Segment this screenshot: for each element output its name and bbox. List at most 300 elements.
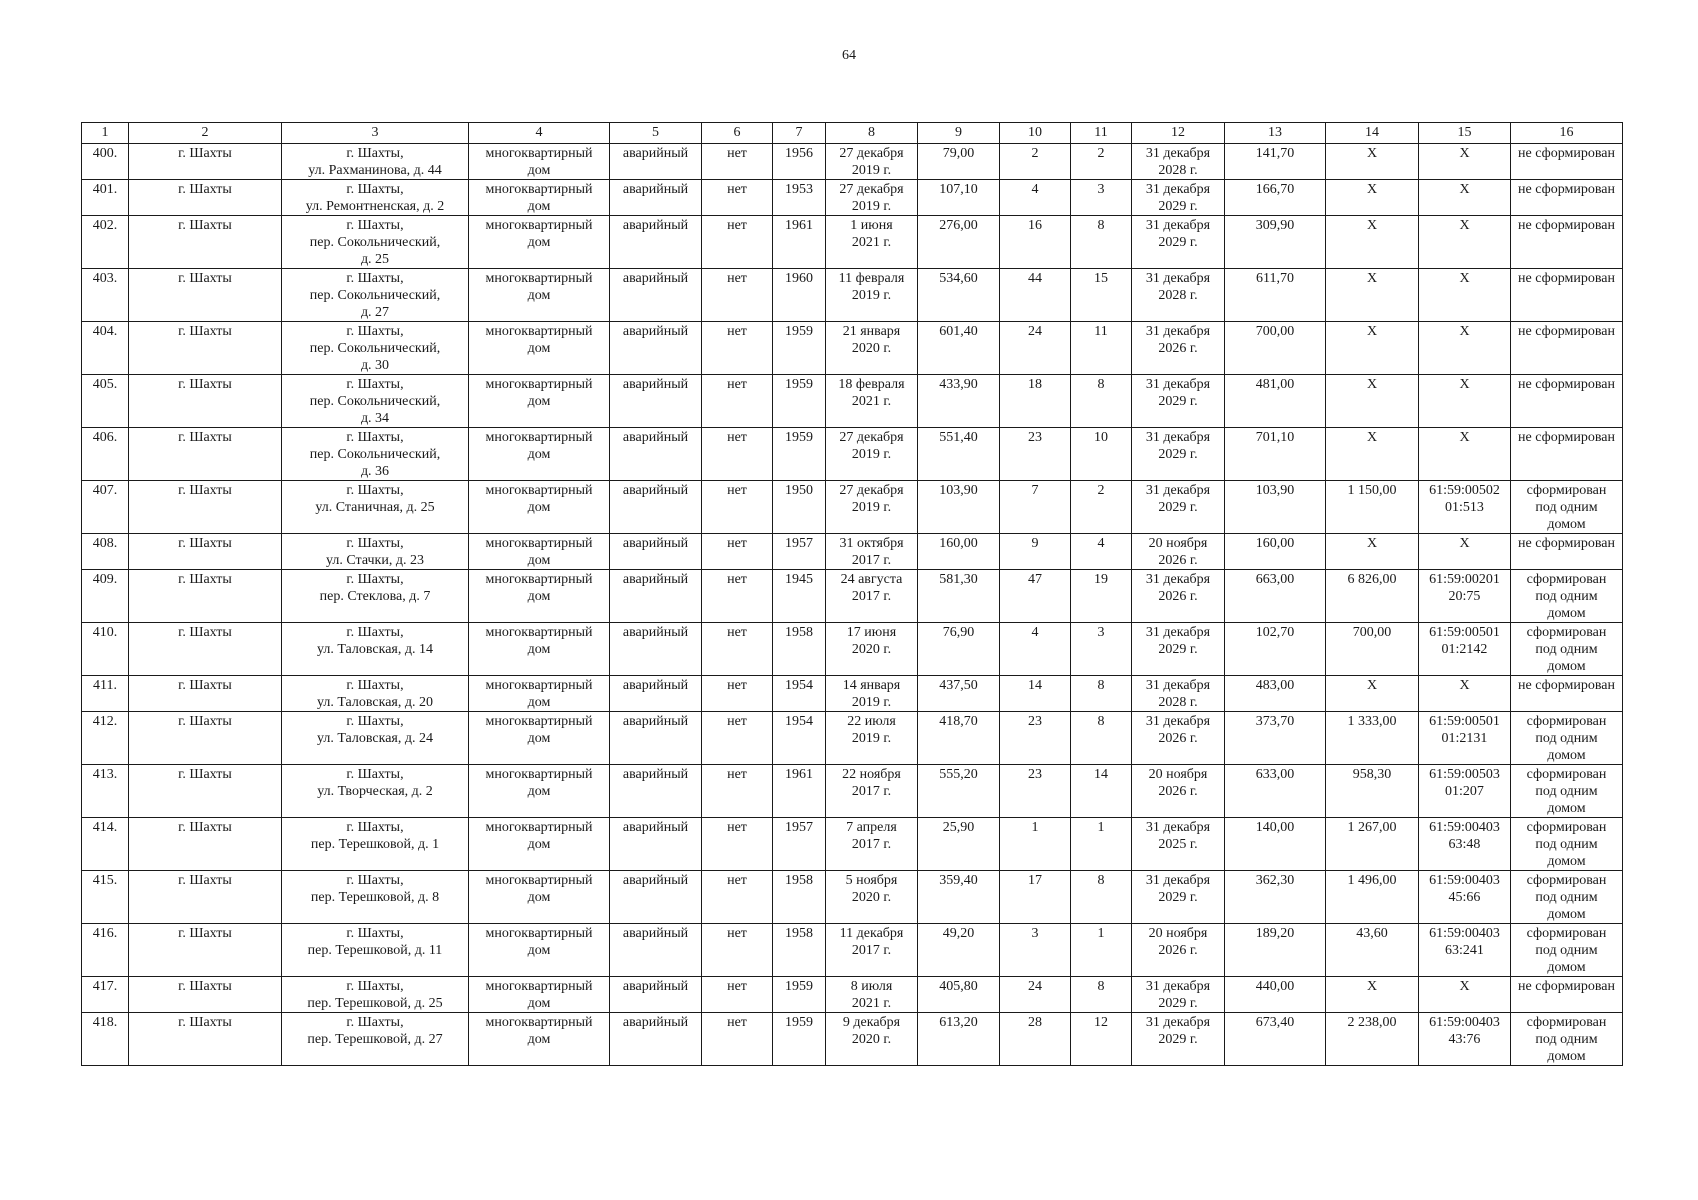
year-cell: 1959: [773, 322, 826, 375]
land-area-cell: X: [1326, 977, 1419, 1013]
total-area-cell: 362,30: [1225, 871, 1326, 924]
address-cell: г. Шахты, ул. Ремонтненская, д. 2: [282, 180, 469, 216]
status-cell: аварийный: [610, 676, 702, 712]
deadline-cell: 31 декабря 2025 г.: [1132, 818, 1225, 871]
page-number: 64: [842, 48, 856, 63]
area-cell: 555,20: [918, 765, 1000, 818]
row-number-cell: 408.: [82, 534, 129, 570]
rooms-cell: 8: [1071, 871, 1132, 924]
table-body: [82, 144, 1623, 1066]
address-cell: г. Шахты, пер. Терешковой, д. 11: [282, 924, 469, 977]
area-cell: 359,40: [918, 871, 1000, 924]
year-cell: 1961: [773, 216, 826, 269]
rooms-cell: 2: [1071, 144, 1132, 180]
land-area-cell: 1 267,00: [1326, 818, 1419, 871]
land-plot-status-cell: сформирован под одним домом: [1511, 818, 1623, 871]
table-row: [82, 712, 1623, 765]
cadastral-number-cell: 61:59:00501 01:2142: [1419, 623, 1511, 676]
area-cell: 103,90: [918, 481, 1000, 534]
address-cell: г. Шахты, ул. Таловская, д. 14: [282, 623, 469, 676]
status-cell: аварийный: [610, 871, 702, 924]
deadline-cell: 31 декабря 2029 г.: [1132, 180, 1225, 216]
cadastral-number-cell: 61:59:00403 45:66: [1419, 871, 1511, 924]
flag-cell: нет: [702, 534, 773, 570]
residents-cell: 23: [1000, 428, 1071, 481]
table-row: [82, 765, 1623, 818]
land-plot-status-cell: не сформирован: [1511, 375, 1623, 428]
residents-cell: 24: [1000, 322, 1071, 375]
deadline-cell: 31 декабря 2028 г.: [1132, 144, 1225, 180]
house-type-cell: многоквартирный дом: [469, 534, 610, 570]
deadline-cell: 20 ноября 2026 г.: [1132, 534, 1225, 570]
deadline-cell: 31 декабря 2026 г.: [1132, 570, 1225, 623]
house-type-cell: многоквартирный дом: [469, 676, 610, 712]
column-number-header: 8: [826, 123, 918, 144]
status-cell: аварийный: [610, 977, 702, 1013]
rooms-cell: 19: [1071, 570, 1132, 623]
house-type-cell: многоквартирный дом: [469, 144, 610, 180]
land-area-cell: X: [1326, 269, 1419, 322]
land-plot-status-cell: не сформирован: [1511, 180, 1623, 216]
residents-cell: 23: [1000, 765, 1071, 818]
column-number-header: 6: [702, 123, 773, 144]
area-cell: 601,40: [918, 322, 1000, 375]
land-plot-status-cell: сформирован под одним домом: [1511, 871, 1623, 924]
residents-cell: 28: [1000, 1013, 1071, 1066]
status-cell: аварийный: [610, 623, 702, 676]
recognition-date-cell: 22 июля 2019 г.: [826, 712, 918, 765]
area-cell: 437,50: [918, 676, 1000, 712]
municipality-cell: г. Шахты: [129, 712, 282, 765]
row-number-cell: 412.: [82, 712, 129, 765]
flag-cell: нет: [702, 269, 773, 322]
address-cell: г. Шахты, ул. Стачки, д. 23: [282, 534, 469, 570]
status-cell: аварийный: [610, 765, 702, 818]
row-number-cell: 415.: [82, 871, 129, 924]
flag-cell: нет: [702, 375, 773, 428]
land-plot-status-cell: сформирован под одним домом: [1511, 570, 1623, 623]
table-row: [82, 144, 1623, 180]
cadastral-number-cell: 61:59:00503 01:207: [1419, 765, 1511, 818]
deadline-cell: 20 ноября 2026 г.: [1132, 765, 1225, 818]
municipality-cell: г. Шахты: [129, 871, 282, 924]
rooms-cell: 3: [1071, 180, 1132, 216]
land-area-cell: X: [1326, 216, 1419, 269]
recognition-date-cell: 27 декабря 2019 г.: [826, 428, 918, 481]
house-type-cell: многоквартирный дом: [469, 180, 610, 216]
residents-cell: 24: [1000, 977, 1071, 1013]
address-cell: г. Шахты, пер. Терешковой, д. 27: [282, 1013, 469, 1066]
area-cell: 160,00: [918, 534, 1000, 570]
total-area-cell: 373,70: [1225, 712, 1326, 765]
cadastral-number-cell: 61:59:00403 63:48: [1419, 818, 1511, 871]
land-plot-status-cell: не сформирован: [1511, 428, 1623, 481]
recognition-date-cell: 7 апреля 2017 г.: [826, 818, 918, 871]
municipality-cell: г. Шахты: [129, 322, 282, 375]
flag-cell: нет: [702, 871, 773, 924]
deadline-cell: 31 декабря 2029 г.: [1132, 977, 1225, 1013]
rooms-cell: 3: [1071, 623, 1132, 676]
rooms-cell: 12: [1071, 1013, 1132, 1066]
rooms-cell: 2: [1071, 481, 1132, 534]
cadastral-number-cell: X: [1419, 375, 1511, 428]
recognition-date-cell: 18 февраля 2021 г.: [826, 375, 918, 428]
status-cell: аварийный: [610, 534, 702, 570]
flag-cell: нет: [702, 623, 773, 676]
row-number-cell: 406.: [82, 428, 129, 481]
land-area-cell: 2 238,00: [1326, 1013, 1419, 1066]
table-row: [82, 623, 1623, 676]
table-row: [82, 322, 1623, 375]
land-plot-status-cell: не сформирован: [1511, 977, 1623, 1013]
column-number-header: 2: [129, 123, 282, 144]
row-number-cell: 407.: [82, 481, 129, 534]
residents-cell: 47: [1000, 570, 1071, 623]
recognition-date-cell: 31 октября 2017 г.: [826, 534, 918, 570]
recognition-date-cell: 22 ноября 2017 г.: [826, 765, 918, 818]
column-number-header: 7: [773, 123, 826, 144]
rooms-cell: 8: [1071, 977, 1132, 1013]
rooms-cell: 1: [1071, 818, 1132, 871]
municipality-cell: г. Шахты: [129, 180, 282, 216]
deadline-cell: 20 ноября 2026 г.: [1132, 924, 1225, 977]
municipality-cell: г. Шахты: [129, 375, 282, 428]
deadline-cell: 31 декабря 2029 г.: [1132, 481, 1225, 534]
deadline-cell: 31 декабря 2029 г.: [1132, 375, 1225, 428]
house-type-cell: многоквартирный дом: [469, 765, 610, 818]
land-plot-status-cell: не сформирован: [1511, 269, 1623, 322]
land-area-cell: X: [1326, 375, 1419, 428]
year-cell: 1958: [773, 871, 826, 924]
land-area-cell: 6 826,00: [1326, 570, 1419, 623]
column-number-header: 16: [1511, 123, 1623, 144]
land-area-cell: X: [1326, 180, 1419, 216]
address-cell: г. Шахты, пер. Терешковой, д. 25: [282, 977, 469, 1013]
table-header: [82, 123, 1623, 144]
municipality-cell: г. Шахты: [129, 924, 282, 977]
flag-cell: нет: [702, 428, 773, 481]
address-cell: г. Шахты, пер. Сокольнический, д. 25: [282, 216, 469, 269]
total-area-cell: 189,20: [1225, 924, 1326, 977]
flag-cell: нет: [702, 144, 773, 180]
cadastral-number-cell: X: [1419, 144, 1511, 180]
year-cell: 1957: [773, 818, 826, 871]
rooms-cell: 10: [1071, 428, 1132, 481]
house-type-cell: многоквартирный дом: [469, 1013, 610, 1066]
house-type-cell: многоквартирный дом: [469, 623, 610, 676]
rooms-cell: 8: [1071, 676, 1132, 712]
year-cell: 1954: [773, 712, 826, 765]
residents-cell: 4: [1000, 180, 1071, 216]
address-cell: г. Шахты, ул. Станичная, д. 25: [282, 481, 469, 534]
address-cell: г. Шахты, ул. Таловская, д. 20: [282, 676, 469, 712]
flag-cell: нет: [702, 676, 773, 712]
area-cell: 534,60: [918, 269, 1000, 322]
status-cell: аварийный: [610, 712, 702, 765]
municipality-cell: г. Шахты: [129, 676, 282, 712]
house-type-cell: многоквартирный дом: [469, 375, 610, 428]
land-area-cell: X: [1326, 428, 1419, 481]
table-row: [82, 570, 1623, 623]
row-number-cell: 411.: [82, 676, 129, 712]
municipality-cell: г. Шахты: [129, 534, 282, 570]
deadline-cell: 31 декабря 2026 г.: [1132, 712, 1225, 765]
cadastral-number-cell: X: [1419, 676, 1511, 712]
recognition-date-cell: 27 декабря 2019 г.: [826, 180, 918, 216]
residents-cell: 7: [1000, 481, 1071, 534]
area-cell: 551,40: [918, 428, 1000, 481]
residents-cell: 23: [1000, 712, 1071, 765]
column-number-header: 15: [1419, 123, 1511, 144]
row-number-cell: 414.: [82, 818, 129, 871]
address-cell: г. Шахты, ул. Таловская, д. 24: [282, 712, 469, 765]
rooms-cell: 8: [1071, 712, 1132, 765]
land-plot-status-cell: не сформирован: [1511, 322, 1623, 375]
deadline-cell: 31 декабря 2028 г.: [1132, 676, 1225, 712]
house-type-cell: многоквартирный дом: [469, 570, 610, 623]
land-plot-status-cell: не сформирован: [1511, 534, 1623, 570]
total-area-cell: 481,00: [1225, 375, 1326, 428]
area-cell: 107,10: [918, 180, 1000, 216]
year-cell: 1959: [773, 428, 826, 481]
status-cell: аварийный: [610, 322, 702, 375]
rooms-cell: 1: [1071, 924, 1132, 977]
recognition-date-cell: 8 июля 2021 г.: [826, 977, 918, 1013]
row-number-cell: 409.: [82, 570, 129, 623]
deadline-cell: 31 декабря 2029 г.: [1132, 216, 1225, 269]
year-cell: 1953: [773, 180, 826, 216]
table-row: [82, 481, 1623, 534]
residents-cell: 44: [1000, 269, 1071, 322]
land-plot-status-cell: сформирован под одним домом: [1511, 481, 1623, 534]
area-cell: 49,20: [918, 924, 1000, 977]
year-cell: 1958: [773, 623, 826, 676]
deadline-cell: 31 декабря 2029 г.: [1132, 1013, 1225, 1066]
column-number-header: 13: [1225, 123, 1326, 144]
cadastral-number-cell: X: [1419, 269, 1511, 322]
municipality-cell: г. Шахты: [129, 765, 282, 818]
total-area-cell: 166,70: [1225, 180, 1326, 216]
flag-cell: нет: [702, 924, 773, 977]
address-cell: г. Шахты, пер. Терешковой, д. 8: [282, 871, 469, 924]
residents-cell: 18: [1000, 375, 1071, 428]
row-number-cell: 416.: [82, 924, 129, 977]
flag-cell: нет: [702, 765, 773, 818]
year-cell: 1959: [773, 1013, 826, 1066]
column-number-header: 1: [82, 123, 129, 144]
row-number-cell: 401.: [82, 180, 129, 216]
municipality-cell: г. Шахты: [129, 481, 282, 534]
recognition-date-cell: 17 июня 2020 г.: [826, 623, 918, 676]
year-cell: 1950: [773, 481, 826, 534]
rooms-cell: 4: [1071, 534, 1132, 570]
municipality-cell: г. Шахты: [129, 144, 282, 180]
status-cell: аварийный: [610, 216, 702, 269]
recognition-date-cell: 27 декабря 2019 г.: [826, 144, 918, 180]
municipality-cell: г. Шахты: [129, 428, 282, 481]
total-area-cell: 673,40: [1225, 1013, 1326, 1066]
year-cell: 1959: [773, 375, 826, 428]
recognition-date-cell: 9 декабря 2020 г.: [826, 1013, 918, 1066]
table-row: [82, 269, 1623, 322]
land-plot-status-cell: сформирован под одним домом: [1511, 765, 1623, 818]
total-area-cell: 440,00: [1225, 977, 1326, 1013]
recognition-date-cell: 27 декабря 2019 г.: [826, 481, 918, 534]
rooms-cell: 8: [1071, 375, 1132, 428]
residents-cell: 14: [1000, 676, 1071, 712]
area-cell: 581,30: [918, 570, 1000, 623]
residents-cell: 9: [1000, 534, 1071, 570]
flag-cell: нет: [702, 570, 773, 623]
recognition-date-cell: 21 января 2020 г.: [826, 322, 918, 375]
cadastral-number-cell: X: [1419, 322, 1511, 375]
house-type-cell: многоквартирный дом: [469, 428, 610, 481]
row-number-cell: 403.: [82, 269, 129, 322]
land-plot-status-cell: сформирован под одним домом: [1511, 1013, 1623, 1066]
deadline-cell: 31 декабря 2029 г.: [1132, 623, 1225, 676]
area-cell: 76,90: [918, 623, 1000, 676]
table-row: [82, 180, 1623, 216]
rooms-cell: 8: [1071, 216, 1132, 269]
year-cell: 1956: [773, 144, 826, 180]
total-area-cell: 103,90: [1225, 481, 1326, 534]
recognition-date-cell: 11 декабря 2017 г.: [826, 924, 918, 977]
column-number-header: 11: [1071, 123, 1132, 144]
recognition-date-cell: 14 января 2019 г.: [826, 676, 918, 712]
address-cell: г. Шахты, пер. Сокольнический, д. 34: [282, 375, 469, 428]
municipality-cell: г. Шахты: [129, 623, 282, 676]
land-area-cell: X: [1326, 322, 1419, 375]
table-row: [82, 375, 1623, 428]
house-type-cell: многоквартирный дом: [469, 871, 610, 924]
residents-cell: 3: [1000, 924, 1071, 977]
status-cell: аварийный: [610, 269, 702, 322]
total-area-cell: 701,10: [1225, 428, 1326, 481]
municipality-cell: г. Шахты: [129, 977, 282, 1013]
flag-cell: нет: [702, 818, 773, 871]
residents-cell: 1: [1000, 818, 1071, 871]
year-cell: 1960: [773, 269, 826, 322]
flag-cell: нет: [702, 712, 773, 765]
year-cell: 1945: [773, 570, 826, 623]
area-cell: 613,20: [918, 1013, 1000, 1066]
row-number-cell: 410.: [82, 623, 129, 676]
column-number-header: 10: [1000, 123, 1071, 144]
cadastral-number-cell: X: [1419, 216, 1511, 269]
deadline-cell: 31 декабря 2029 г.: [1132, 871, 1225, 924]
column-number-header: 5: [610, 123, 702, 144]
table-row: [82, 924, 1623, 977]
column-number-header: 3: [282, 123, 469, 144]
land-area-cell: 43,60: [1326, 924, 1419, 977]
total-area-cell: 160,00: [1225, 534, 1326, 570]
area-cell: 405,80: [918, 977, 1000, 1013]
address-cell: г. Шахты, ул. Рахманинова, д. 44: [282, 144, 469, 180]
house-type-cell: многоквартирный дом: [469, 977, 610, 1013]
year-cell: 1961: [773, 765, 826, 818]
land-area-cell: 1 333,00: [1326, 712, 1419, 765]
table-row: [82, 818, 1623, 871]
column-number-header: 12: [1132, 123, 1225, 144]
land-area-cell: X: [1326, 676, 1419, 712]
address-cell: г. Шахты, ул. Творческая, д. 2: [282, 765, 469, 818]
municipality-cell: г. Шахты: [129, 570, 282, 623]
land-plot-status-cell: сформирован под одним домом: [1511, 924, 1623, 977]
total-area-cell: 309,90: [1225, 216, 1326, 269]
status-cell: аварийный: [610, 375, 702, 428]
land-plot-status-cell: не сформирован: [1511, 676, 1623, 712]
total-area-cell: 483,00: [1225, 676, 1326, 712]
total-area-cell: 611,70: [1225, 269, 1326, 322]
total-area-cell: 141,70: [1225, 144, 1326, 180]
land-area-cell: 1 496,00: [1326, 871, 1419, 924]
land-area-cell: 700,00: [1326, 623, 1419, 676]
column-number-header: 14: [1326, 123, 1419, 144]
total-area-cell: 700,00: [1225, 322, 1326, 375]
recognition-date-cell: 11 февраля 2019 г.: [826, 269, 918, 322]
year-cell: 1957: [773, 534, 826, 570]
cadastral-number-cell: 61:59:00502 01:513: [1419, 481, 1511, 534]
land-area-cell: 958,30: [1326, 765, 1419, 818]
flag-cell: нет: [702, 481, 773, 534]
area-cell: 433,90: [918, 375, 1000, 428]
column-number-header: 9: [918, 123, 1000, 144]
area-cell: 79,00: [918, 144, 1000, 180]
row-number-cell: 400.: [82, 144, 129, 180]
row-number-cell: 405.: [82, 375, 129, 428]
address-cell: г. Шахты, пер. Сокольнический, д. 36: [282, 428, 469, 481]
table-row: [82, 676, 1623, 712]
land-plot-status-cell: сформирован под одним домом: [1511, 623, 1623, 676]
residents-cell: 4: [1000, 623, 1071, 676]
status-cell: аварийный: [610, 481, 702, 534]
year-cell: 1959: [773, 977, 826, 1013]
address-cell: г. Шахты, пер. Терешковой, д. 1: [282, 818, 469, 871]
residents-cell: 16: [1000, 216, 1071, 269]
flag-cell: нет: [702, 322, 773, 375]
column-number-row: [82, 123, 1623, 144]
area-cell: 25,90: [918, 818, 1000, 871]
municipality-cell: г. Шахты: [129, 818, 282, 871]
table-row: [82, 1013, 1623, 1066]
row-number-cell: 402.: [82, 216, 129, 269]
row-number-cell: 413.: [82, 765, 129, 818]
municipality-cell: г. Шахты: [129, 1013, 282, 1066]
table-row: [82, 428, 1623, 481]
status-cell: аварийный: [610, 1013, 702, 1066]
residents-cell: 2: [1000, 144, 1071, 180]
cadastral-number-cell: X: [1419, 428, 1511, 481]
total-area-cell: 633,00: [1225, 765, 1326, 818]
address-cell: г. Шахты, пер. Сокольнический, д. 27: [282, 269, 469, 322]
land-area-cell: 1 150,00: [1326, 481, 1419, 534]
cadastral-number-cell: X: [1419, 180, 1511, 216]
rooms-cell: 14: [1071, 765, 1132, 818]
rooms-cell: 11: [1071, 322, 1132, 375]
deadline-cell: 31 декабря 2028 г.: [1132, 269, 1225, 322]
recognition-date-cell: 5 ноября 2020 г.: [826, 871, 918, 924]
flag-cell: нет: [702, 1013, 773, 1066]
deadline-cell: 31 декабря 2026 г.: [1132, 322, 1225, 375]
deadline-cell: 31 декабря 2029 г.: [1132, 428, 1225, 481]
table-row: [82, 977, 1623, 1013]
area-cell: 276,00: [918, 216, 1000, 269]
land-plot-status-cell: не сформирован: [1511, 144, 1623, 180]
recognition-date-cell: 24 августа 2017 г.: [826, 570, 918, 623]
housing-register-table: [81, 122, 1623, 1066]
year-cell: 1954: [773, 676, 826, 712]
status-cell: аварийный: [610, 818, 702, 871]
